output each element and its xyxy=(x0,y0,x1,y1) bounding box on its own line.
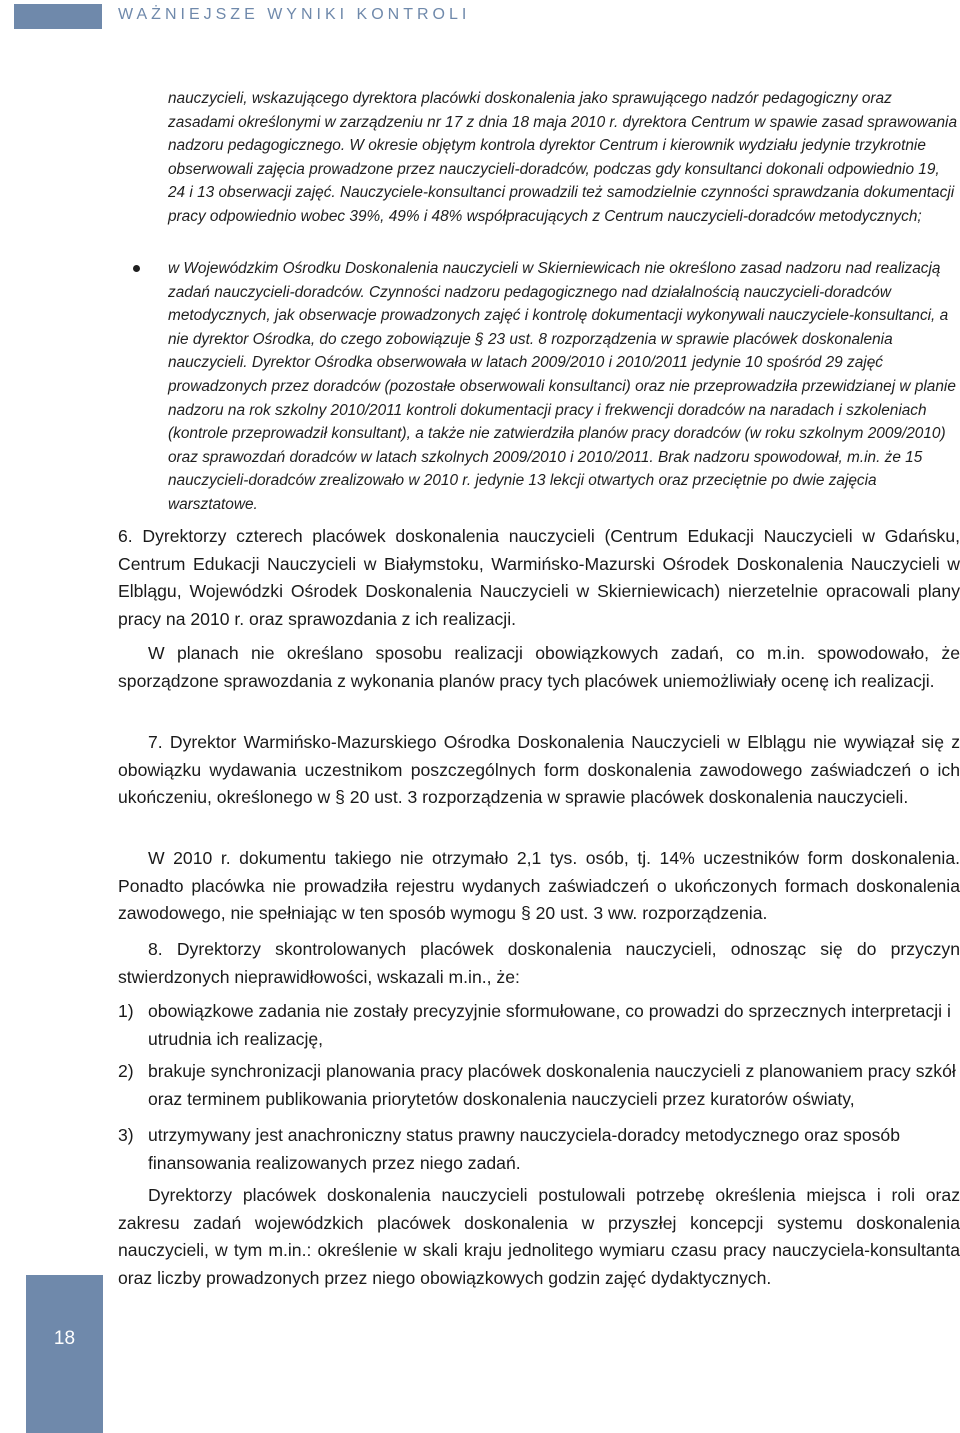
paragraph-8 xyxy=(118,936,960,991)
italic-paragraph-2: w Wojewódzkim Ośrodku Doskonalenia nauczycieli w Skierniewicach nie określono zasad nadzoru nad realizacją zadań nauczycieli-doradców. Czynności nadzoru pedagogicznego nad działalnością nauczycieli-doradców metodycznych, jak obserwacje prowadzonych zajęć i kontrolę dokumentacji wykonywali nauczyciele-konsultanci, a nie dyrektor Ośrodka, do czego zobowiązuje § 23 ust. 8 rozporządzenia w sprawie placówek doskonalenia nauczycieli. Dyrektor Ośrodka obserwowała w latach 2009/2010 i 2010/2011 jedynie 10 spośród 29 zajęć prowadzonych przez doradców (pozostałe obserwowali konsultanci) oraz nie przeprowadziła przewidzianej w planie nadzoru na rok szkolny 2010/2011 kontroli dokumentacji pracy i frekwencji doradców na naradach i szkoleniach (kontrole przeprowadził konsultant), a także nie zatwierdziła planów pracy doradców (w roku szkolnym 2009/2010) oraz sprawozdań doradców w latach szkolnych 2009/2010 i 2010/2011. Brak nadzoru spowodował, m.in. że 15 nauczycieli-doradców zrealizowało w 2010 r. jedynie 13 lekcji otwartych oraz przeciętnie po dwie zajęcia warsztatowe. xyxy=(168,260,956,513)
paragraph-6b xyxy=(118,640,960,695)
section-title: WAŻNIEJSZE WYNIKI KONTROLI xyxy=(118,6,471,23)
paragraph-6 xyxy=(118,523,960,633)
page-number: 18 xyxy=(53,1328,76,1349)
final-paragraph xyxy=(118,1182,960,1292)
paragraph-6b-text: W planach nie określano sposobu realizacji obowiązkowych zadań, co m.in. spowodowało, że sporządzone sprawozdania z wykonania planów pracy tych placówek uniemożliwiały ocenę ich realizacji. xyxy=(118,643,960,691)
list-number: 3) xyxy=(118,1125,134,1145)
paragraph-8-text: 8. Dyrektorzy skontrolowanych placówek doskonalenia nauczycieli, odnosząc się do przyczyn stwierdzonych nieprawidłowości, wskazali m.in., że: xyxy=(118,939,960,987)
final-paragraph-text: Dyrektorzy placówek doskonalenia nauczycieli postulowali potrzebę określenia miejsca i roli oraz zakresu zadań wojewódzkich placówek doskonalenia w przyszłej koncepcji systemu doskonalenia nauczycieli, w tym m.in.: określenie w skali kraju jednolitego wymiaru czasu pracy nauczyciela-konsultanta oraz liczby prowadzonych przez niego obowiązkowych godzin zajęć dydaktycznych. xyxy=(118,1185,960,1288)
list-text: obowiązkowe zadania nie zostały precyzyjnie sformułowane, co prowadzi do sprzecznych interpretacji i utrudnia ich realizację, xyxy=(148,1001,951,1049)
paragraph-6-text: 6. Dyrektorzy czterech placówek doskonalenia nauczycieli (Centrum Edukacji Nauczycieli w Gdańsku, Centrum Edukacji Nauczycieli w Białymstoku, Warmińsko-Mazurski Ośrodek Doskonalenia Nauczycieli w Elblągu, Wojewódzki Ośrodek Doskonalenia Nauczycieli w Skierniewicach) nierzetelnie opracowali plany pracy na 2010 r. oraz sprawozdania z ich realizacji. xyxy=(118,526,960,629)
bullet-icon xyxy=(133,265,140,272)
paragraph-7 xyxy=(118,729,960,812)
page-number-bar xyxy=(26,1275,103,1433)
list-number: 2) xyxy=(118,1061,134,1081)
paragraph-7b xyxy=(118,845,960,928)
italic-paragraph-1: nauczycieli, wskazującego dyrektora placówki doskonalenia jako sprawującego nadzór pedagogiczny oraz zasadami określonymi w zarządzeniu nr 17 z dnia 18 maja 2010 r. dyrektora Centrum w spawie zasad sprawowania nadzoru pedagogicznego. W okresie objętym kontrola dyrektor Centrum i kierownik wydziału jedynie trzykrotnie obserwowali zajęcia prowadzone przez nauczycieli-doradców, podczas gdy konsultanci dokonali odpowiednio 19, 24 i 13 obserwacji zajęć. Nauczyciele-konsultanci prowadzili też samodzielnie czynności sprawdzania dokumentacji pracy odpowiednio wobec 39%, 49% i 48% współpracujących z Centrum nauczycieli-doradców metodycznych; xyxy=(168,90,958,225)
list-number: 1) xyxy=(118,1001,134,1021)
header-color-block xyxy=(14,4,102,29)
paragraph-7-text: 7. Dyrektor Warmińsko-Mazurskiego Ośrodka Doskonalenia Nauczycieli w Elblągu nie wywiązał się z obowiązku wydawania uczestnikom poszczególnych form doskonalenia zawodowego zaświadczeń o ich ukończeniu, określonego w § 20 ust. 3 rozporządzenia w sprawie placówek doskonalenia nauczycieli. xyxy=(118,732,960,808)
paragraph-7b-text: W 2010 r. dokumentu takiego nie otrzymało 2,1 tys. osób, tj. 14% uczestników form doskonalenia. Ponadto placówka nie prowadziła rejestru wydanych zaświadczeń o ukończonych formach doskonalenia zawodowego, nie spełniając w ten sposób wymogu § 20 ust. 3 ww. rozporządzenia. xyxy=(118,848,960,924)
list-text: brakuje synchronizacji planowania pracy placówek doskonalenia nauczycieli z planowaniem pracy szkół oraz terminem publikowania priorytetów doskonalenia nauczycieli przez kuratorów oświaty, xyxy=(148,1061,956,1109)
list-text: utrzymywany jest anachroniczny status prawny nauczyciela-doradcy metodycznego oraz sposób finansowania realizowanych przez niego zadań. xyxy=(148,1125,901,1173)
